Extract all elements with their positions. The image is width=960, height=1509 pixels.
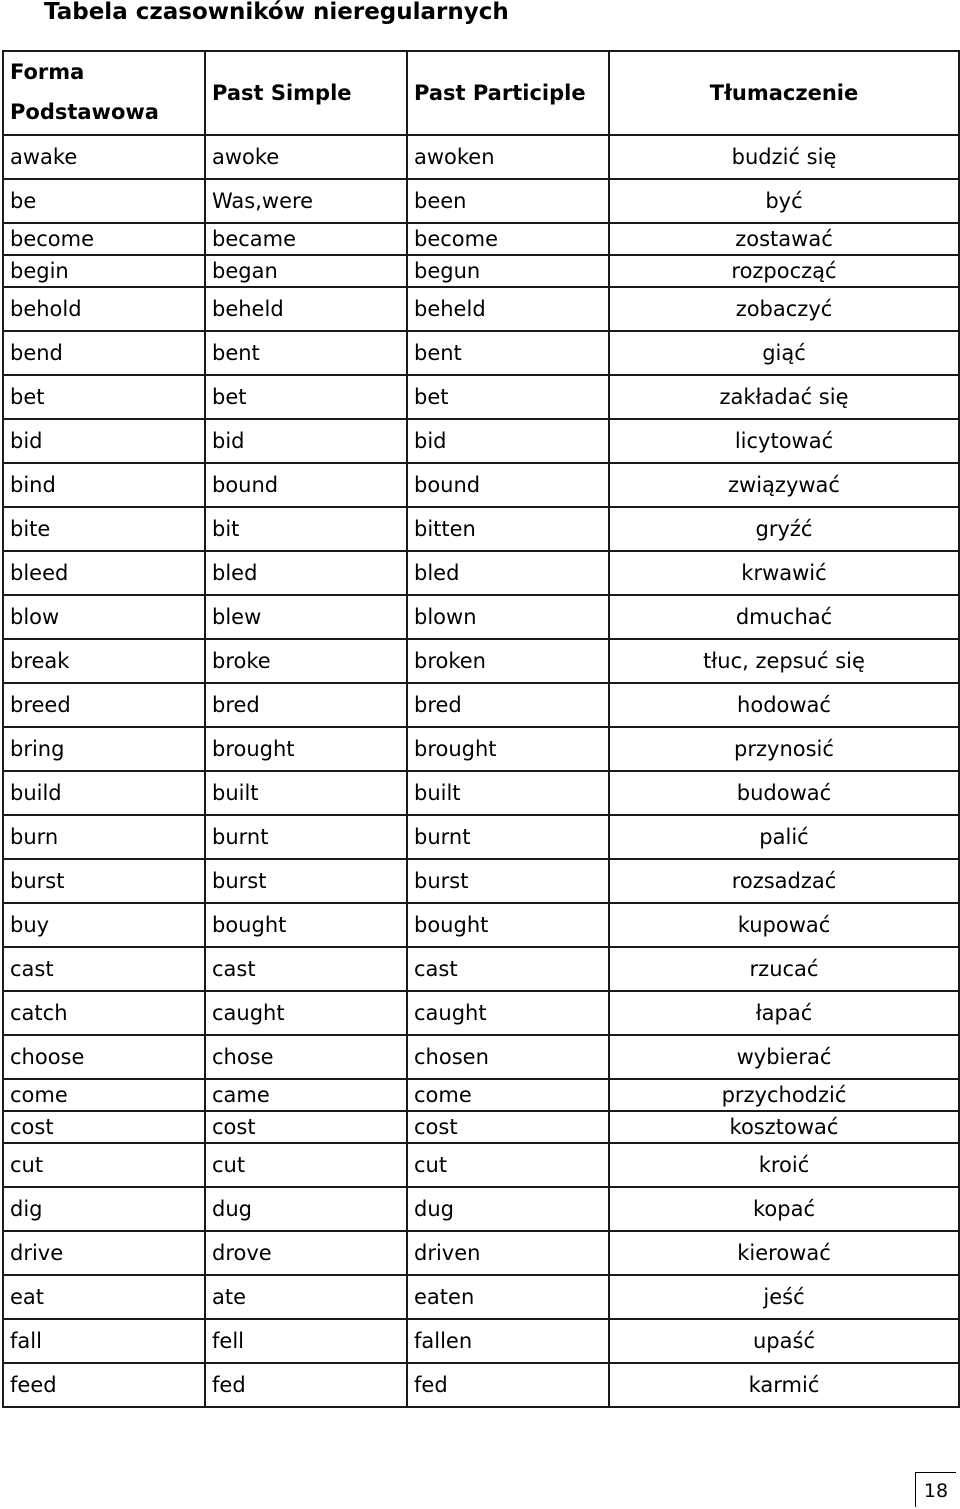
base-form-cell: bleed (3, 551, 205, 595)
past-simple-cell: cast (205, 947, 407, 991)
past-simple-cell: blew (205, 595, 407, 639)
translation-cell: przynosić (609, 727, 959, 771)
base-form-cell: cost (3, 1111, 205, 1143)
base-form-cell: break (3, 639, 205, 683)
past-participle-cell: brought (407, 727, 609, 771)
table-row (3, 991, 959, 1035)
past-simple-cell: bid (205, 419, 407, 463)
past-participle-cell: burst (407, 859, 609, 903)
past-participle-cell: chosen (407, 1035, 609, 1079)
past-simple-cell: cut (205, 1143, 407, 1187)
table-row (3, 1231, 959, 1275)
past-participle-cell: blown (407, 595, 609, 639)
header-past-simple: Past Simple (205, 51, 407, 135)
past-participle-cell: fed (407, 1363, 609, 1407)
past-simple-cell: bled (205, 551, 407, 595)
past-participle-cell: eaten (407, 1275, 609, 1319)
past-participle-cell: bound (407, 463, 609, 507)
table-row (3, 375, 959, 419)
past-simple-cell: came (205, 1079, 407, 1111)
past-simple-cell: cost (205, 1111, 407, 1143)
translation-cell: zobaczyć (609, 287, 959, 331)
table-row (3, 1111, 959, 1143)
base-form-cell: behold (3, 287, 205, 331)
table-header (3, 51, 959, 135)
translation-cell: być (609, 179, 959, 223)
table-row (3, 331, 959, 375)
past-simple-cell: bought (205, 903, 407, 947)
table-row (3, 947, 959, 991)
page-number: 18 (915, 1472, 956, 1507)
past-simple-cell: brought (205, 727, 407, 771)
past-participle-cell: cut (407, 1143, 609, 1187)
past-simple-cell: caught (205, 991, 407, 1035)
past-participle-cell: beheld (407, 287, 609, 331)
irregular-verbs-table (2, 50, 960, 1408)
past-simple-cell: burst (205, 859, 407, 903)
past-simple-cell: bent (205, 331, 407, 375)
translation-cell: zakładać się (609, 375, 959, 419)
past-simple-cell: bred (205, 683, 407, 727)
past-participle-cell: bet (407, 375, 609, 419)
table-row (3, 595, 959, 639)
past-participle-cell: driven (407, 1231, 609, 1275)
translation-cell: budować (609, 771, 959, 815)
table-row (3, 771, 959, 815)
table-row (3, 223, 959, 255)
header-translation: Tłumaczenie (609, 51, 959, 135)
header-base-form-line1: Forma (10, 60, 85, 84)
past-participle-cell: caught (407, 991, 609, 1035)
past-participle-cell: fallen (407, 1319, 609, 1363)
past-simple-cell: became (205, 223, 407, 255)
translation-cell: gryźć (609, 507, 959, 551)
translation-cell: kroić (609, 1143, 959, 1187)
table-row (3, 287, 959, 331)
base-form-cell: drive (3, 1231, 205, 1275)
table-row (3, 507, 959, 551)
base-form-cell: blow (3, 595, 205, 639)
translation-cell: upaść (609, 1319, 959, 1363)
translation-cell: krwawić (609, 551, 959, 595)
base-form-cell: begin (3, 255, 205, 287)
translation-cell: giąć (609, 331, 959, 375)
past-simple-cell: dug (205, 1187, 407, 1231)
translation-cell: przychodzić (609, 1079, 959, 1111)
base-form-cell: bend (3, 331, 205, 375)
translation-cell: karmić (609, 1363, 959, 1407)
header-past-participle: Past Participle (407, 51, 609, 135)
translation-cell: tłuc, zepsuć się (609, 639, 959, 683)
table-row (3, 419, 959, 463)
past-participle-cell: bought (407, 903, 609, 947)
header-base-form-line2: Podstawowa (10, 100, 159, 124)
past-participle-cell: bitten (407, 507, 609, 551)
translation-cell: hodować (609, 683, 959, 727)
translation-cell: jeść (609, 1275, 959, 1319)
translation-cell: dmuchać (609, 595, 959, 639)
translation-cell: łapać (609, 991, 959, 1035)
table-row (3, 1187, 959, 1231)
base-form-cell: burn (3, 815, 205, 859)
base-form-cell: fall (3, 1319, 205, 1363)
translation-cell: kopać (609, 1187, 959, 1231)
past-participle-cell: bid (407, 419, 609, 463)
past-simple-cell: bet (205, 375, 407, 419)
table-row (3, 903, 959, 947)
table-row (3, 1275, 959, 1319)
past-simple-cell: chose (205, 1035, 407, 1079)
past-simple-cell: drove (205, 1231, 407, 1275)
base-form-cell: breed (3, 683, 205, 727)
past-participle-cell: bent (407, 331, 609, 375)
past-simple-cell: awoke (205, 135, 407, 179)
past-simple-cell: bit (205, 507, 407, 551)
past-participle-cell: bled (407, 551, 609, 595)
past-participle-cell: awoken (407, 135, 609, 179)
page-title: Tabela czasowników nieregularnych (44, 0, 509, 25)
translation-cell: rzucać (609, 947, 959, 991)
table-row (3, 859, 959, 903)
table-row (3, 815, 959, 859)
past-simple-cell: ate (205, 1275, 407, 1319)
base-form-cell: cut (3, 1143, 205, 1187)
table-row (3, 683, 959, 727)
past-participle-cell: broken (407, 639, 609, 683)
translation-cell: kierować (609, 1231, 959, 1275)
translation-cell: licytować (609, 419, 959, 463)
table-row (3, 179, 959, 223)
past-simple-cell: built (205, 771, 407, 815)
past-participle-cell: burnt (407, 815, 609, 859)
past-participle-cell: been (407, 179, 609, 223)
translation-cell: kosztować (609, 1111, 959, 1143)
past-participle-cell: begun (407, 255, 609, 287)
base-form-cell: become (3, 223, 205, 255)
table-row (3, 1143, 959, 1187)
base-form-cell: catch (3, 991, 205, 1035)
past-participle-cell: cast (407, 947, 609, 991)
past-participle-cell: come (407, 1079, 609, 1111)
base-form-cell: come (3, 1079, 205, 1111)
base-form-cell: cast (3, 947, 205, 991)
past-simple-cell: fell (205, 1319, 407, 1363)
table-row (3, 1363, 959, 1407)
past-simple-cell: Was,were (205, 179, 407, 223)
base-form-cell: dig (3, 1187, 205, 1231)
past-simple-cell: bound (205, 463, 407, 507)
table-row (3, 639, 959, 683)
past-simple-cell: burnt (205, 815, 407, 859)
translation-cell: budzić się (609, 135, 959, 179)
past-participle-cell: become (407, 223, 609, 255)
table-row (3, 255, 959, 287)
past-simple-cell: began (205, 255, 407, 287)
base-form-cell: feed (3, 1363, 205, 1407)
past-simple-cell: beheld (205, 287, 407, 331)
past-participle-cell: cost (407, 1111, 609, 1143)
table-row (3, 1035, 959, 1079)
table-row (3, 727, 959, 771)
base-form-cell: build (3, 771, 205, 815)
base-form-cell: bind (3, 463, 205, 507)
translation-cell: rozpocząć (609, 255, 959, 287)
table-row (3, 135, 959, 179)
header-base-form (3, 51, 205, 135)
base-form-cell: eat (3, 1275, 205, 1319)
translation-cell: rozsadzać (609, 859, 959, 903)
past-participle-cell: dug (407, 1187, 609, 1231)
base-form-cell: be (3, 179, 205, 223)
base-form-cell: bid (3, 419, 205, 463)
translation-cell: kupować (609, 903, 959, 947)
table-row (3, 463, 959, 507)
past-simple-cell: broke (205, 639, 407, 683)
base-form-cell: burst (3, 859, 205, 903)
base-form-cell: choose (3, 1035, 205, 1079)
table-row (3, 1319, 959, 1363)
translation-cell: palić (609, 815, 959, 859)
base-form-cell: bring (3, 727, 205, 771)
table-body (3, 135, 959, 1407)
translation-cell: zostawać (609, 223, 959, 255)
past-simple-cell: fed (205, 1363, 407, 1407)
base-form-cell: awake (3, 135, 205, 179)
table-row (3, 1079, 959, 1111)
table-row (3, 551, 959, 595)
header-row (3, 51, 959, 135)
translation-cell: wybierać (609, 1035, 959, 1079)
base-form-cell: bite (3, 507, 205, 551)
past-participle-cell: bred (407, 683, 609, 727)
base-form-cell: buy (3, 903, 205, 947)
past-participle-cell: built (407, 771, 609, 815)
translation-cell: związywać (609, 463, 959, 507)
base-form-cell: bet (3, 375, 205, 419)
